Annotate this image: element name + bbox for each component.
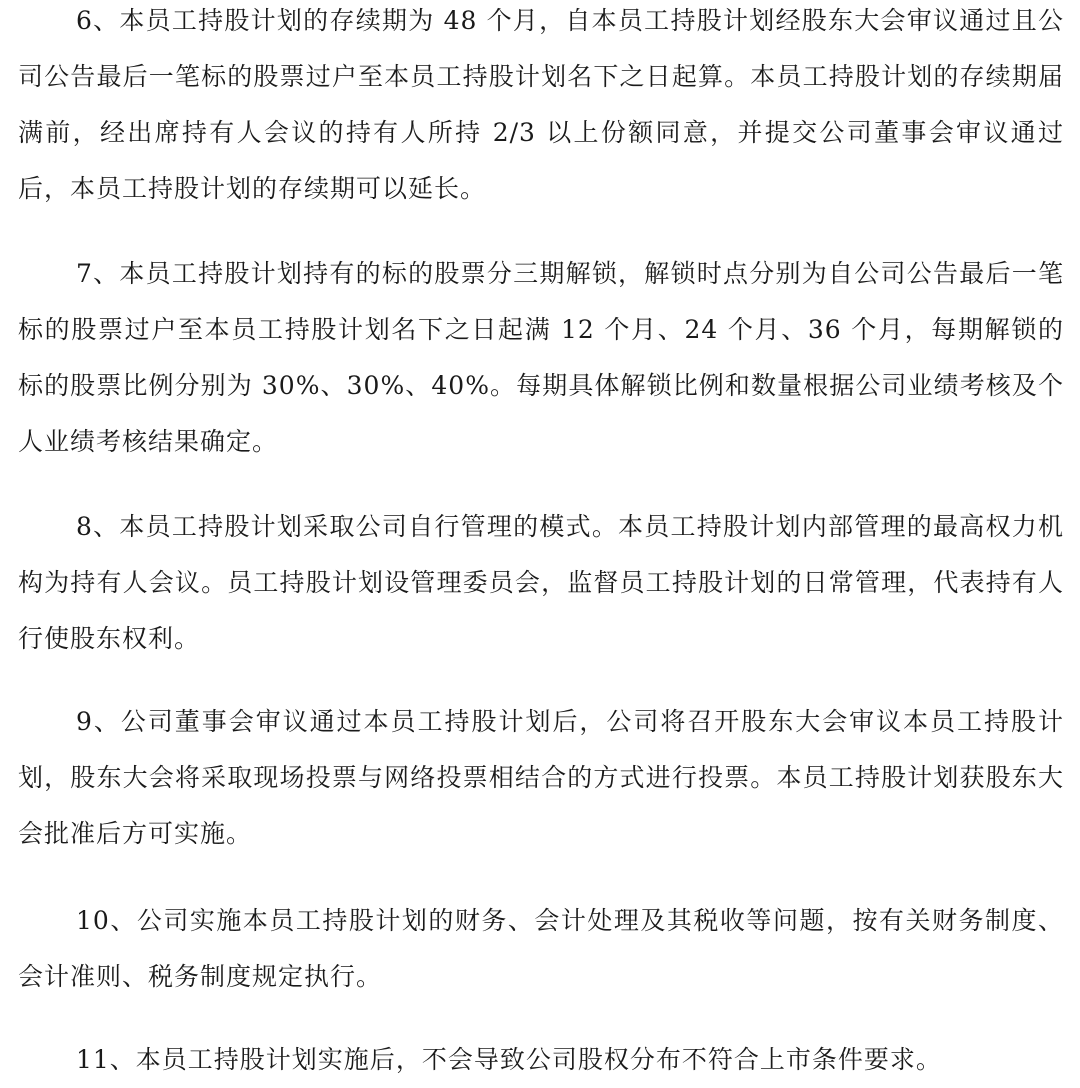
paragraph-item-7: 7、本员工持股计划持有的标的股票分三期解锁，解锁时点分别为自公司公告最后一笔标的股票过户至本员工持股计划名下之日起满 12 个月、24 个月、36 个月，每期解锁的标的股票比例分别为 30%、30%、40%。每期具体解锁比例和数量根据公司业绩考核及个人业绩考核结果确定。 — [18, 259, 1064, 456]
paragraph-item-6: 6、本员工持股计划的存续期为 48 个月，自本员工持股计划经股东大会审议通过且公司公告最后一笔标的股票过户至本员工持股计划名下之日起算。本员工持股计划的存续期届满前，经出席持有人会议的持有人所持 2/3 以上份额同意，并提交公司董事会审议通过后，本员工持股计划的存续期可以延长。 — [18, 6, 1064, 203]
paragraph-item-10: 10、公司实施本员工持股计划的财务、会计处理及其税收等问题，按有关财务制度、会计准则、税务制度规定执行。 — [18, 906, 1064, 991]
paragraph-item-9: 9、公司董事会审议通过本员工持股计划后，公司将召开股东大会审议本员工持股计划，股东大会将采取现场投票与网络投票相结合的方式进行投票。本员工持股计划获股东大会批准后方可实施。 — [18, 707, 1064, 848]
paragraph-item-8: 8、本员工持股计划采取公司自行管理的模式。本员工持股计划内部管理的最高权力机构为持有人会议。员工持股计划设管理委员会，监督员工持股计划的日常管理，代表持有人行使股东权利。 — [18, 512, 1064, 653]
paragraph-item-11: 11、本员工持股计划实施后，不会导致公司股权分布不符合上市条件要求。 — [76, 1045, 942, 1074]
